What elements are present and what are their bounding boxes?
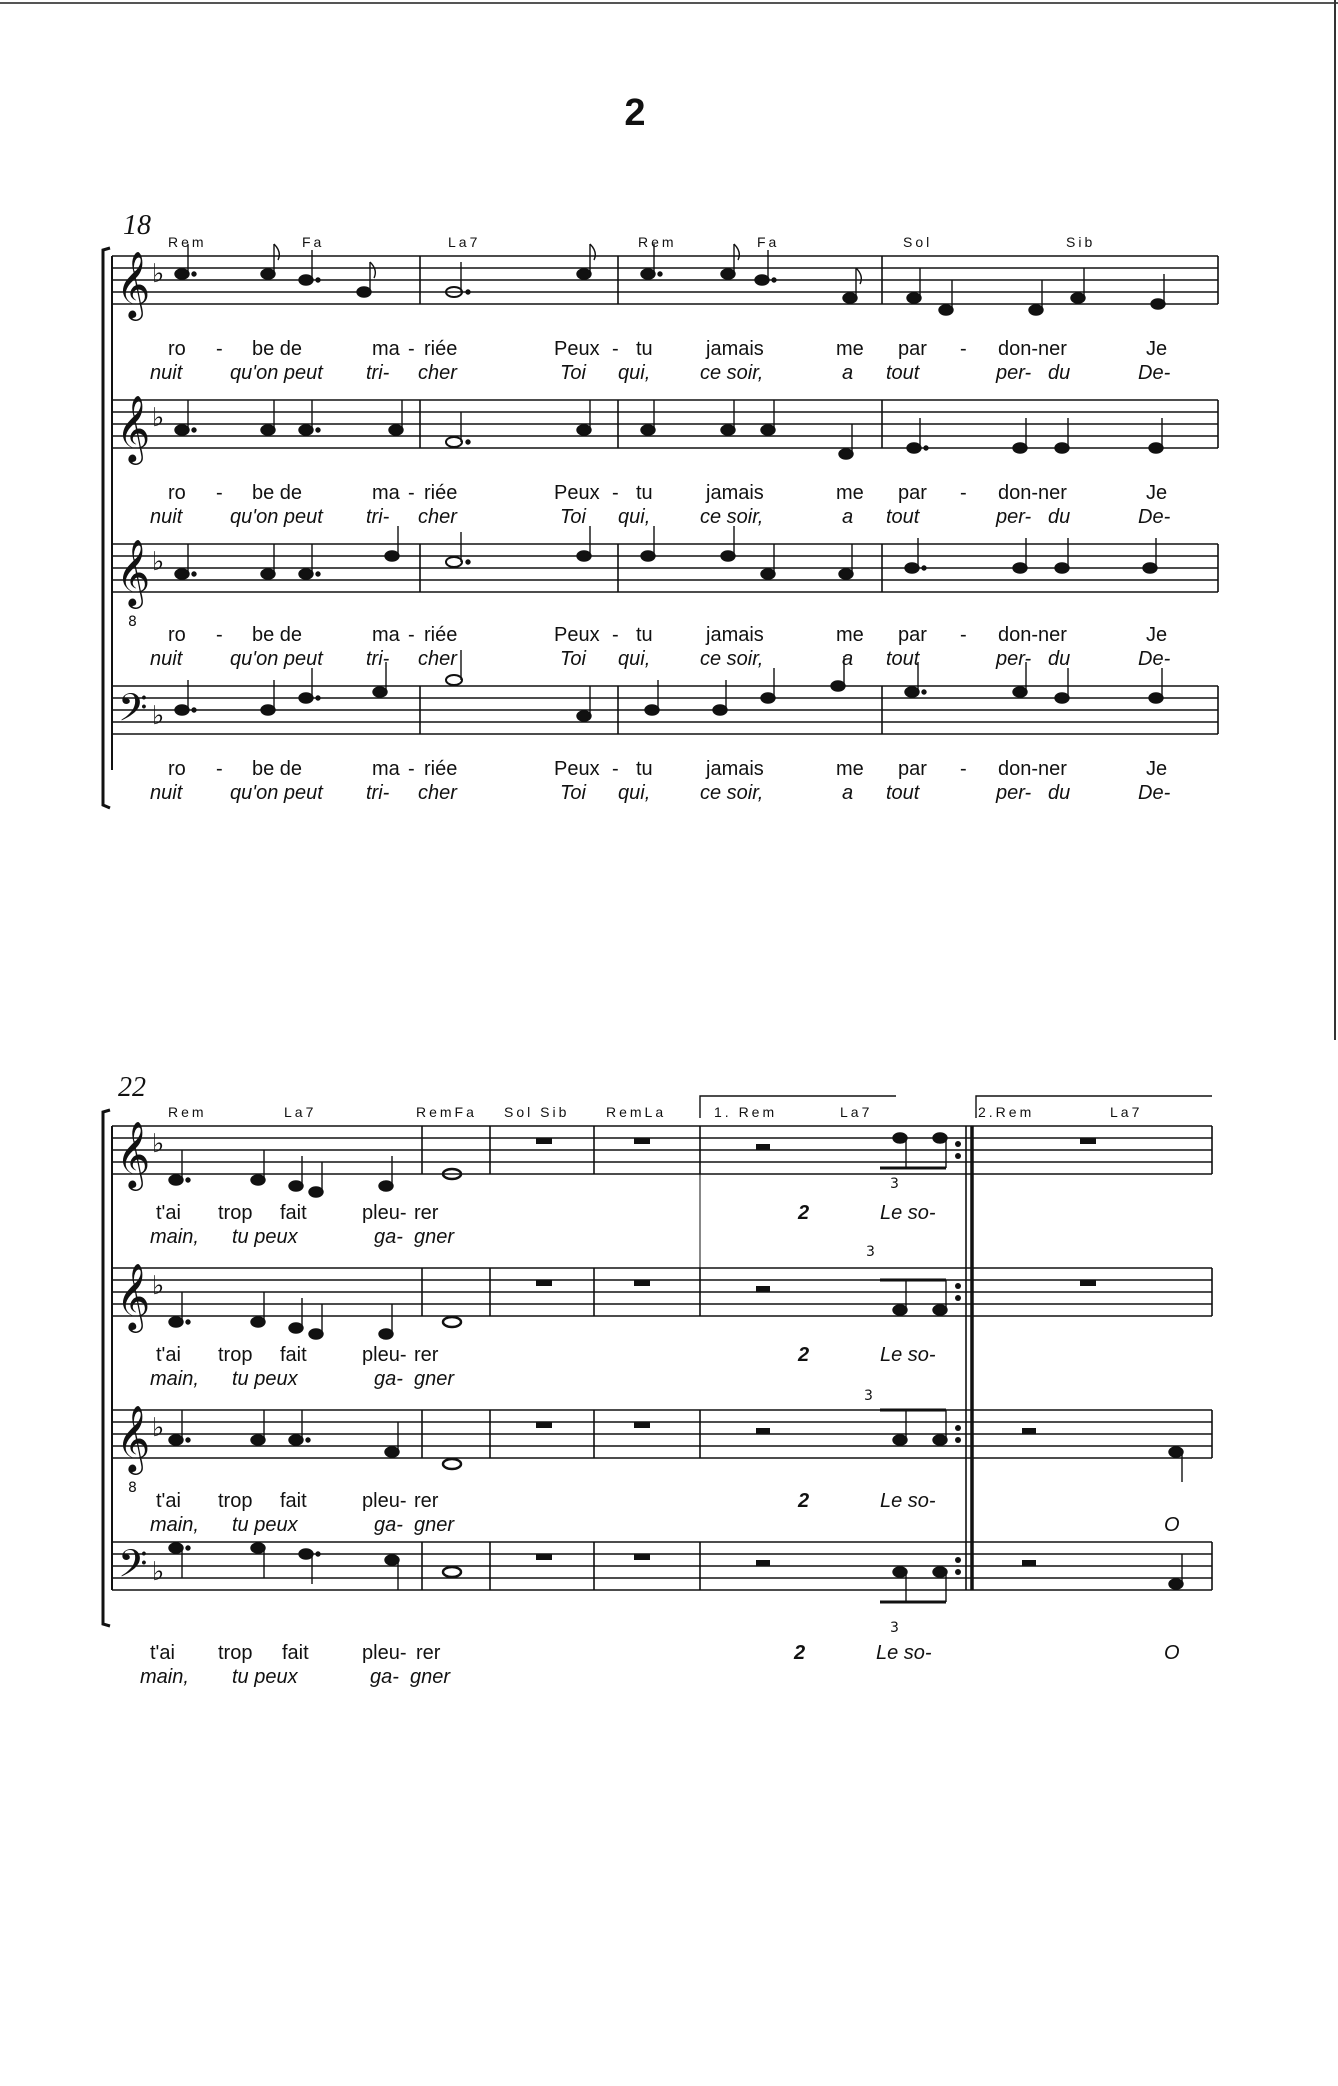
- lyric: -: [960, 482, 967, 504]
- lyric: du: [1048, 782, 1071, 804]
- lyric: qu'on peut: [230, 362, 323, 384]
- lyric: be de: [252, 758, 303, 780]
- lyric: ro: [168, 482, 186, 504]
- lyric: ce soir,: [700, 362, 764, 384]
- svg-text:𝄞: 𝄞: [116, 1404, 151, 1472]
- lyric: per-: [996, 506, 1032, 528]
- lyric: -: [216, 482, 223, 504]
- lyric: nuit: [150, 648, 183, 670]
- svg-text:♭: ♭: [152, 1271, 165, 1301]
- lyric: -: [408, 758, 415, 780]
- lyric: a: [842, 362, 854, 384]
- lyric: Toi: [560, 506, 586, 528]
- lyric: riée: [424, 338, 458, 360]
- chord-symbol: La7: [284, 1104, 317, 1120]
- chord-symbol: RemFa: [416, 1104, 477, 1120]
- chord-symbol: Rem: [168, 1104, 207, 1120]
- lyric: me: [836, 482, 864, 504]
- lyric: don-ner: [998, 758, 1067, 780]
- svg-text:𝄞: 𝄞: [116, 538, 151, 606]
- lyric: per-: [996, 782, 1032, 804]
- lyric: -: [612, 338, 619, 360]
- lyric: main,: [150, 1368, 199, 1390]
- measure-number: 22: [118, 1072, 146, 1103]
- lyric: t'ai: [150, 1642, 175, 1664]
- lyric: ma: [372, 624, 400, 646]
- lyric: -: [960, 624, 967, 646]
- lyric: Le so-: [880, 1490, 936, 1512]
- chord-symbol: 1. Rem: [714, 1104, 778, 1120]
- lyric: main,: [150, 1514, 199, 1536]
- lyric: Je: [1146, 624, 1168, 646]
- svg-text:♭: ♭: [152, 547, 165, 577]
- chord-symbol: Sol: [903, 234, 933, 250]
- lyric: par: [898, 624, 927, 646]
- lyric: pleu-: [362, 1344, 407, 1366]
- lyric: ma: [372, 482, 400, 504]
- lyric: -: [612, 482, 619, 504]
- svg-text:3: 3: [864, 1388, 873, 1404]
- lyric: tri-: [366, 362, 390, 384]
- lyric: De-: [1138, 506, 1171, 528]
- lyric: ga-: [370, 1666, 399, 1688]
- chord-symbol: Rem: [638, 234, 677, 250]
- lyric: gner: [414, 1226, 455, 1248]
- lyric: -: [960, 758, 967, 780]
- lyric: Le so-: [880, 1344, 936, 1366]
- lyric: riée: [424, 758, 458, 780]
- lyric: t'ai: [156, 1344, 181, 1366]
- chord-symbol: 2.Rem: [978, 1104, 1035, 1120]
- lyric: 2: [798, 1490, 810, 1512]
- lyric: O: [1164, 1514, 1180, 1536]
- lyric: main,: [140, 1666, 189, 1688]
- lyric: tu: [636, 338, 653, 360]
- lyric: jamais: [706, 624, 764, 646]
- lyric: du: [1048, 362, 1071, 384]
- chord-symbol: Rem: [168, 234, 207, 250]
- lyric: ma: [372, 758, 400, 780]
- svg-text:♭: ♭: [152, 701, 165, 731]
- lyric: Je: [1146, 338, 1168, 360]
- lyric: De-: [1138, 362, 1171, 384]
- lyric: be de: [252, 482, 303, 504]
- system-1: [0, 0, 1338, 820]
- lyric: don-ner: [998, 624, 1067, 646]
- chord-symbol: Fa: [302, 234, 325, 250]
- lyric: Le so-: [880, 1202, 936, 1224]
- lyric: qu'on peut: [230, 648, 323, 670]
- lyric: jamais: [706, 338, 764, 360]
- svg-text:𝄞: 𝄞: [116, 1120, 151, 1188]
- lyric: De-: [1138, 648, 1171, 670]
- lyric: ce soir,: [700, 648, 764, 670]
- lyric: -: [216, 338, 223, 360]
- lyric: t'ai: [156, 1490, 181, 1512]
- lyric: Peux: [554, 338, 600, 360]
- lyric: ro: [168, 758, 186, 780]
- lyric: tu peux: [232, 1666, 298, 1688]
- lyric: a: [842, 648, 854, 670]
- lyric: fait: [282, 1642, 309, 1664]
- lyric: du: [1048, 506, 1071, 528]
- lyric: qui,: [618, 782, 651, 804]
- lyric: cher: [418, 362, 457, 384]
- lyric: pleu-: [362, 1202, 407, 1224]
- lyric: be de: [252, 624, 303, 646]
- lyric: gner: [414, 1368, 455, 1390]
- system-2-notation: [0, 1060, 1338, 1720]
- lyric: tout: [886, 648, 920, 670]
- lyric: rer: [414, 1344, 439, 1366]
- svg-text:♭: ♭: [152, 1557, 165, 1587]
- lyric: -: [612, 624, 619, 646]
- lyric: tout: [886, 362, 920, 384]
- lyric: main,: [150, 1226, 199, 1248]
- lyric: me: [836, 758, 864, 780]
- lyric: a: [842, 506, 854, 528]
- lyric: trop: [218, 1490, 253, 1512]
- lyric: qu'on peut: [230, 506, 323, 528]
- lyric: t'ai: [156, 1202, 181, 1224]
- lyric: riée: [424, 482, 458, 504]
- lyric: tu peux: [232, 1226, 298, 1248]
- lyric: cher: [418, 648, 457, 670]
- svg-text:𝄞: 𝄞: [116, 1262, 151, 1330]
- system-1-notation: [0, 0, 1338, 820]
- svg-text:3: 3: [866, 1244, 875, 1260]
- lyric: nuit: [150, 362, 183, 384]
- lyric: jamais: [706, 758, 764, 780]
- lyric: Toi: [560, 648, 586, 670]
- svg-text:𝄞: 𝄞: [116, 394, 151, 462]
- lyric: fait: [280, 1490, 307, 1512]
- lyric: -: [408, 624, 415, 646]
- lyric: par: [898, 482, 927, 504]
- lyric: ro: [168, 338, 186, 360]
- lyric: gner: [414, 1514, 455, 1536]
- svg-text:𝄢: 𝄢: [118, 685, 148, 739]
- svg-text:3: 3: [890, 1620, 899, 1636]
- lyric: ce soir,: [700, 506, 764, 528]
- lyric: tu: [636, 482, 653, 504]
- chord-symbol: La7: [448, 234, 481, 250]
- lyric: fait: [280, 1344, 307, 1366]
- lyric: 2: [794, 1642, 806, 1664]
- lyric: ga-: [374, 1514, 403, 1536]
- lyric: tu: [636, 758, 653, 780]
- lyric: ce soir,: [700, 782, 764, 804]
- lyric: ro: [168, 624, 186, 646]
- lyric: nuit: [150, 782, 183, 804]
- page-number: 2: [624, 92, 646, 134]
- lyric: -: [408, 482, 415, 504]
- lyric: Le so-: [876, 1642, 932, 1664]
- lyric: Je: [1146, 482, 1168, 504]
- lyric: Peux: [554, 624, 600, 646]
- lyric: a: [842, 782, 854, 804]
- lyric: -: [408, 338, 415, 360]
- lyric: ma: [372, 338, 400, 360]
- lyric: Toi: [560, 782, 586, 804]
- lyric: ga-: [374, 1368, 403, 1390]
- lyric: O: [1164, 1642, 1180, 1664]
- lyric: pleu-: [362, 1490, 407, 1512]
- lyric: De-: [1138, 782, 1171, 804]
- lyric: -: [960, 338, 967, 360]
- chord-symbol: Fa: [757, 234, 780, 250]
- svg-text:𝄞: 𝄞: [116, 250, 151, 318]
- lyric: jamais: [706, 482, 764, 504]
- chord-symbol: Sol Sib: [504, 1104, 570, 1120]
- chord-symbol: RemLa: [606, 1104, 667, 1120]
- lyric: riée: [424, 624, 458, 646]
- lyric: trop: [218, 1344, 253, 1366]
- lyric: tout: [886, 782, 920, 804]
- lyric: be de: [252, 338, 303, 360]
- lyric: cher: [418, 506, 457, 528]
- lyric: Toi: [560, 362, 586, 384]
- lyric: tri-: [366, 648, 390, 670]
- lyric: me: [836, 624, 864, 646]
- lyric: 2: [798, 1202, 810, 1224]
- lyric: rer: [414, 1490, 439, 1512]
- svg-text:8: 8: [128, 614, 137, 630]
- chord-symbol: La7: [1110, 1104, 1143, 1120]
- lyric: me: [836, 338, 864, 360]
- lyric: fait: [280, 1202, 307, 1224]
- lyric: qui,: [618, 648, 651, 670]
- lyric: Peux: [554, 482, 600, 504]
- lyric: gner: [410, 1666, 451, 1688]
- lyric: ga-: [374, 1226, 403, 1248]
- svg-text:3: 3: [890, 1176, 899, 1192]
- lyric: nuit: [150, 506, 183, 528]
- lyric: -: [612, 758, 619, 780]
- lyric: don-ner: [998, 338, 1067, 360]
- svg-text:♭: ♭: [152, 1413, 165, 1443]
- lyric: pleu-: [362, 1642, 407, 1664]
- lyric: -: [216, 758, 223, 780]
- lyric: du: [1048, 648, 1071, 670]
- lyric: Peux: [554, 758, 600, 780]
- measure-number: 18: [123, 210, 151, 241]
- lyric: qu'on peut: [230, 782, 323, 804]
- svg-text:♭: ♭: [152, 403, 165, 433]
- system-2: [0, 1060, 1338, 1720]
- lyric: par: [898, 758, 927, 780]
- lyric: cher: [418, 782, 457, 804]
- svg-text:♭: ♭: [152, 1129, 165, 1159]
- lyric: tu peux: [232, 1368, 298, 1390]
- lyric: tu: [636, 624, 653, 646]
- lyric: tout: [886, 506, 920, 528]
- lyric: tu peux: [232, 1514, 298, 1536]
- lyric: per-: [996, 648, 1032, 670]
- chord-symbol: La7: [840, 1104, 873, 1120]
- lyric: trop: [218, 1202, 253, 1224]
- lyric: tri-: [366, 782, 390, 804]
- lyric: rer: [416, 1642, 441, 1664]
- lyric: per-: [996, 362, 1032, 384]
- svg-text:𝄢: 𝄢: [118, 1541, 148, 1595]
- lyric: qui,: [618, 362, 651, 384]
- lyric: rer: [414, 1202, 439, 1224]
- lyric: qui,: [618, 506, 651, 528]
- lyric: don-ner: [998, 482, 1067, 504]
- lyric: trop: [218, 1642, 253, 1664]
- lyric: Je: [1146, 758, 1168, 780]
- svg-text:8: 8: [128, 1480, 137, 1496]
- chord-symbol: Sib: [1066, 234, 1096, 250]
- lyric: par: [898, 338, 927, 360]
- lyric: -: [216, 624, 223, 646]
- svg-text:♭: ♭: [152, 259, 165, 289]
- lyric: 2: [798, 1344, 810, 1366]
- lyric: tri-: [366, 506, 390, 528]
